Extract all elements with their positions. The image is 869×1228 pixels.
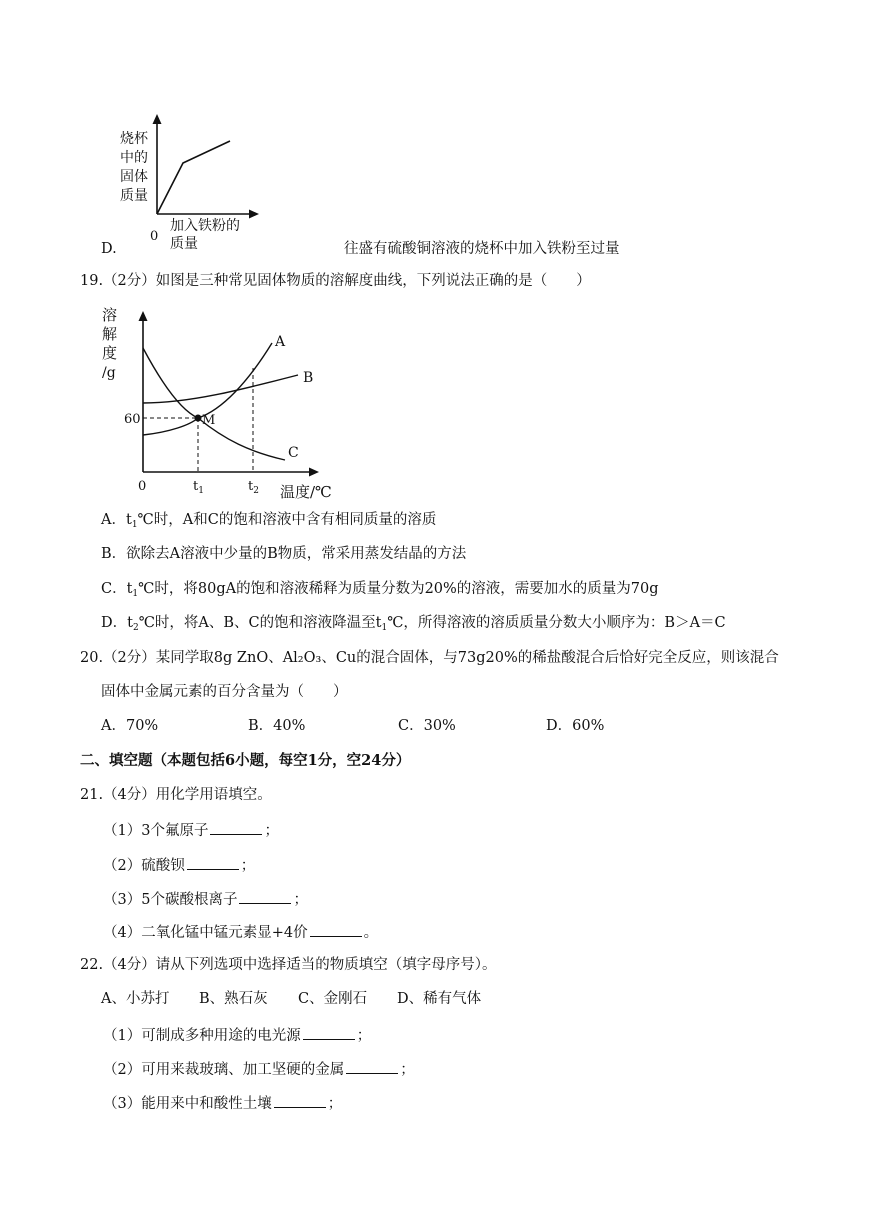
chart-y-tick-60: 60	[124, 412, 141, 427]
answer-blank[interactable]	[210, 820, 262, 835]
chart-ylabel-3: 度	[102, 344, 118, 362]
q22-choice-a: A、小苏打	[101, 991, 170, 1007]
q20-option-d: D．60%	[546, 718, 605, 734]
q20-stem-line2: 固体中金属元素的百分含量为（ ）	[101, 684, 348, 700]
q22-choice-c: C、金刚石	[298, 991, 368, 1007]
q21-item-2: （2）硫酸钡 ；	[103, 855, 255, 875]
q22-stem: 22.（4分）请从下列选项中选择适当的物质填空（填字母序号）。	[80, 957, 497, 973]
q18-option-d-label: D.	[101, 241, 117, 257]
q20-option-c: C．30%	[398, 718, 456, 734]
curve-a	[143, 343, 272, 435]
series-a-label: A	[275, 334, 286, 350]
chart-x-tick-t2: $t_2$	[248, 479, 259, 496]
q21-item-1: （1）3个氟原子 ；	[103, 820, 279, 840]
fig1-ylabel-1: 烧杯	[120, 131, 148, 147]
q22-choice-b: B、熟石灰	[199, 991, 268, 1007]
answer-blank[interactable]	[187, 855, 239, 870]
chart-ylabel-2: 解	[102, 325, 118, 343]
series-c-label: C	[288, 445, 299, 461]
series-b-label: B	[303, 370, 314, 386]
fig1-ylabel-4: 质量	[120, 188, 148, 204]
chart-ylabel-1: 溶	[102, 306, 118, 324]
q21-item-4: （4）二氧化锰中锰元素显+4价 。	[103, 922, 378, 942]
q20-option-b: B．40%	[248, 718, 306, 734]
fig1-ylabel-2: 中的	[120, 150, 148, 166]
chart-y-arrow	[139, 311, 148, 321]
chart-ylabel-4: /g	[102, 365, 116, 381]
section2-title: 二、填空题（本题包括6小题，每空1分，空24分）	[80, 752, 411, 769]
q19-stem: 19.（2分）如图是三种常见固体物质的溶解度曲线，下列说法正确的是（ ）	[80, 273, 591, 289]
q20-stem-line1: 20.（2分）某同学取8g ZnO、Al₂O₃、Cu的混合固体，与73g20%的稀盐酸混合后恰好完全反应，则该混合	[80, 650, 779, 666]
q18-option-d-text: 往盛有硫酸铜溶液的烧杯中加入铁粉至过量	[344, 241, 620, 257]
answer-blank[interactable]	[303, 1025, 355, 1040]
q22-choice-d: D、稀有气体	[397, 991, 482, 1007]
answer-blank[interactable]	[239, 889, 291, 904]
chart-x-tick-t1: $t_1$	[193, 479, 204, 496]
fig1-y-arrow	[153, 114, 162, 124]
answer-blank[interactable]	[274, 1093, 326, 1108]
fig1-curve	[157, 141, 230, 214]
q21-item-3: （3）5个碳酸根离子 ；	[103, 889, 308, 909]
answer-blank[interactable]	[346, 1059, 398, 1074]
q19-option-d: D．$t_2℃$时，将A、B、C的饱和溶液降温至$t_1℃$，所得溶液的溶质质量分数大小顺序为：B＞A＝C	[101, 615, 726, 633]
fig1-xlabel-2: 质量	[170, 236, 198, 252]
fig1-xlabel-1: 加入铁粉的	[170, 218, 240, 234]
chart-origin: 0	[138, 479, 147, 494]
point-m	[195, 415, 202, 422]
q22-item-1: （1）可制成多种用途的电光源 ；	[103, 1025, 371, 1045]
curve-c	[143, 348, 285, 460]
fig1-x-arrow	[249, 210, 259, 219]
q22-item-2: （2）可用来裁玻璃、加工坚硬的金属 ；	[103, 1059, 415, 1079]
chart-xlabel: 温度/℃	[280, 483, 332, 501]
curve-b	[143, 375, 298, 403]
fig1-origin: 0	[150, 229, 159, 244]
q19-option-b: B．欲除去A溶液中少量的B物质，常采用蒸发结晶的方法	[101, 546, 467, 562]
answer-blank[interactable]	[310, 922, 362, 937]
chart-x-arrow	[309, 468, 319, 477]
q21-stem: 21.（4分）用化学用语填空。	[80, 787, 272, 803]
q20-option-a: A．70%	[101, 718, 159, 734]
fig1-ylabel-3: 固体	[120, 169, 148, 185]
q22-item-3: （3）能用来中和酸性土壤 ；	[103, 1093, 342, 1113]
q19-option-a: A．$t_1℃$时，A和C的饱和溶液中含有相同质量的溶质	[101, 512, 437, 530]
point-m-label: M	[202, 413, 216, 428]
q19-option-c: C．$t_1℃$时，将80gA的饱和溶液稀释为质量分数为20%的溶液，需要加水的质量为70g	[101, 581, 659, 599]
